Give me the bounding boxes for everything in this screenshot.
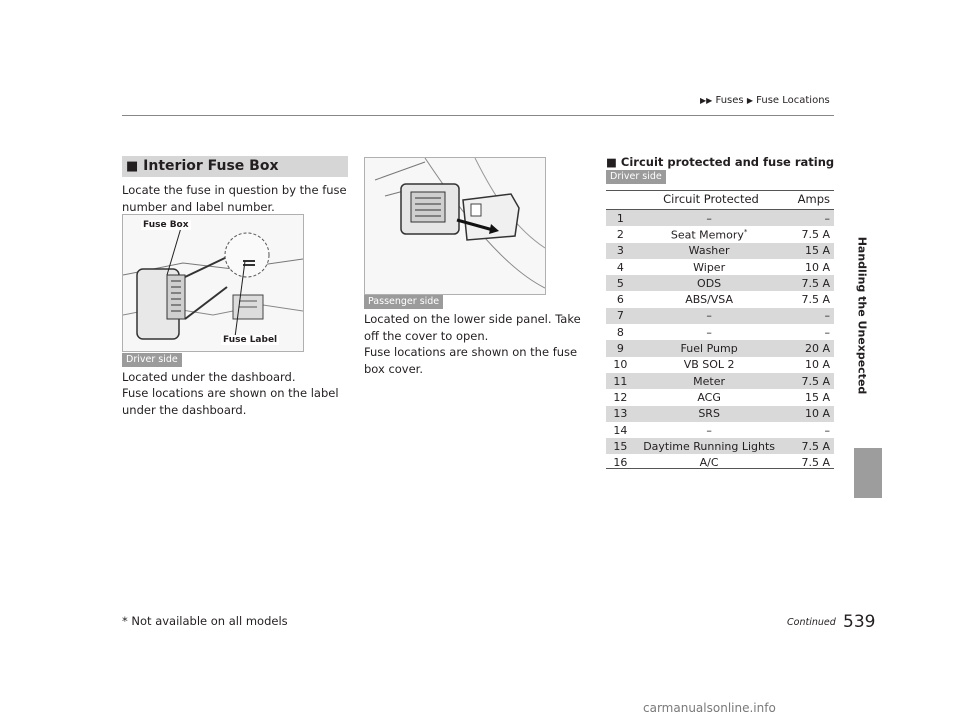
fuse-amps: [783, 259, 834, 275]
circuit-name-text: –: [706, 211, 712, 225]
section-heading-text: Interior Fuse Box: [143, 158, 279, 174]
fuse-number-text: 13: [613, 407, 628, 421]
circuit-name-text: Seat Memory: [670, 228, 744, 242]
table-row: [606, 291, 834, 307]
fuse-amps-text: 10 A: [804, 260, 830, 274]
fuse-number: [606, 226, 635, 242]
fuse-amps: [783, 406, 834, 422]
fuse-amps: [783, 324, 834, 340]
fuse-number-text: 7: [616, 309, 624, 323]
header-circuit-protected: Circuit Protected: [663, 192, 759, 206]
square-bullet-icon: ■: [606, 155, 617, 169]
fuse-amps-text: 10 A: [804, 407, 830, 421]
fuse-number: [606, 373, 635, 389]
circuit-name-text: Wiper: [693, 260, 726, 274]
side-tab-marker: [854, 448, 882, 498]
fuse-number-text: 16: [613, 456, 628, 470]
fuse-amps: [783, 226, 834, 242]
table-row: [606, 438, 834, 454]
fuse-number: [606, 324, 635, 340]
fuse-table-title-text: Circuit protected and fuse rating: [620, 155, 835, 169]
fuse-table-driver-side-tag: Driver side: [606, 170, 666, 184]
circuit-name: [635, 389, 784, 405]
table-row: [606, 389, 834, 405]
fuse-number-text: 3: [616, 244, 624, 258]
fuse-amps: [783, 291, 834, 307]
circuit-name: [635, 373, 784, 389]
side-panel-fuse-box-drawing: [365, 158, 545, 294]
fuse-number-text: 2: [616, 227, 624, 241]
fuse-amps: [783, 275, 834, 291]
circuit-name-text: ODS: [697, 276, 722, 290]
fuse-amps: [783, 210, 834, 226]
fuse-amps: [783, 357, 834, 373]
fuse-number-text: 4: [616, 260, 624, 274]
circuit-name: [635, 291, 784, 307]
fuse-number-text: 6: [616, 293, 624, 307]
circuit-name-text: SRS: [698, 407, 720, 421]
dashboard-fuse-box-drawing: [123, 215, 303, 351]
table-row: [606, 357, 834, 373]
header-amps: Amps: [797, 192, 830, 206]
section-intro: Locate the fuse in question by the fuse number and label number.: [122, 183, 347, 214]
fuse-number: [606, 438, 635, 454]
fuse-number-text: 15: [613, 439, 628, 453]
fuse-amps-text: 15 A: [804, 244, 830, 258]
driver-fuse-box-illustration: [122, 214, 304, 352]
side-tab: [852, 170, 872, 460]
table-row: [606, 259, 834, 275]
square-bullet-icon: ■: [126, 159, 139, 174]
fuse-number: [606, 389, 635, 405]
fuse-number-text: 10: [613, 358, 628, 372]
section-heading: [122, 156, 348, 177]
table-row: [606, 275, 834, 291]
circuit-name-text: Daytime Running Lights: [643, 439, 776, 453]
fuse-number: [606, 291, 635, 307]
fuse-number-text: 14: [613, 423, 628, 437]
table-row: [606, 308, 834, 324]
fuse-number-text: 5: [616, 276, 624, 290]
fuse-number: [606, 422, 635, 438]
circuit-name: [635, 357, 784, 373]
watermark: carmanualsonline.info: [643, 701, 776, 715]
fuse-amps-text: 15 A: [804, 390, 830, 404]
table-row: [606, 226, 834, 242]
circuit-name-text: Fuel Pump: [680, 342, 738, 356]
driver-side-tag: Driver side: [122, 353, 182, 367]
fuse-amps: [783, 373, 834, 389]
fuse-amps-text: 7.5 A: [801, 456, 830, 470]
passenger-side-tag: Passenger side: [364, 295, 443, 309]
circuit-name: [635, 438, 784, 454]
breadcrumb-item[interactable]: Fuse Locations: [756, 95, 830, 106]
fuse-amps: [783, 422, 834, 438]
table-bottom-rule: [606, 468, 834, 469]
fuse-number-text: 12: [613, 390, 628, 404]
fuse-amps: [783, 438, 834, 454]
table-row: [606, 340, 834, 356]
circuit-name-text: –: [706, 325, 712, 339]
fuse-number: [606, 243, 635, 259]
fuse-amps-text: –: [824, 309, 830, 323]
fuse-number: [606, 308, 635, 324]
passenger-fuse-box-illustration: [364, 157, 546, 295]
fuse-number: [606, 259, 635, 275]
fuse-table-header: [606, 191, 834, 210]
fuse-amps-text: 7.5 A: [801, 374, 830, 388]
circuit-name-text: VB SOL 2: [683, 358, 735, 372]
circuit-name-text: A/C: [699, 456, 719, 470]
fuse-amps: [783, 340, 834, 356]
continued-label: Continued: [787, 617, 836, 628]
fuse-number: [606, 340, 635, 356]
circuit-name-text: Meter: [693, 374, 726, 388]
page-number: 539: [843, 612, 876, 632]
circuit-name-text: ABS/VSA: [685, 293, 734, 307]
table-row: [606, 324, 834, 340]
fuse-table-title: [606, 155, 834, 169]
fuse-amps: [783, 308, 834, 324]
circuit-name: [635, 226, 784, 242]
fuse-label-callout: Fuse Label: [223, 335, 278, 345]
breadcrumb-item[interactable]: Fuses: [715, 95, 744, 106]
fuse-amps-text: 7.5 A: [801, 439, 830, 453]
fuse-amps: [783, 243, 834, 259]
footnote-marker: *: [743, 227, 748, 236]
fuse-amps: [783, 389, 834, 405]
table-row: [606, 243, 834, 259]
fuse-box-callout: Fuse Box: [143, 220, 189, 230]
circuit-name: [635, 422, 784, 438]
fuse-amps-text: –: [824, 211, 830, 225]
table-row: [606, 422, 834, 438]
circuit-name-text: –: [706, 309, 712, 323]
fuse-table: [606, 210, 834, 471]
circuit-name: [635, 210, 784, 226]
fuse-number: [606, 406, 635, 422]
table-row: [606, 406, 834, 422]
table-row: [606, 210, 834, 226]
fuse-amps-text: 10 A: [804, 358, 830, 372]
circuit-name: [635, 275, 784, 291]
passenger-location-caption: Located on the lower side panel. Take off the cover to open.: [364, 312, 581, 343]
circuit-name-text: –: [706, 423, 712, 437]
circuit-name: [635, 406, 784, 422]
fuse-number: [606, 210, 635, 226]
passenger-fuse-locations-caption: Fuse locations are shown on the fuse box cover.: [364, 345, 578, 376]
breadcrumb-arrow-icon: ▶: [746, 96, 753, 105]
circuit-name: [635, 243, 784, 259]
fuse-number-text: 1: [616, 211, 624, 225]
breadcrumb: [700, 95, 830, 106]
fuse-number: [606, 275, 635, 291]
fuse-amps-text: –: [824, 325, 830, 339]
driver-fuse-locations-caption: Fuse locations are shown on the label under the dashboard.: [122, 386, 339, 417]
fuse-number-text: 11: [613, 374, 628, 388]
fuse-amps-text: –: [824, 423, 830, 437]
driver-location-caption: Located under the dashboard.: [122, 370, 296, 384]
circuit-name-text: ACG: [697, 390, 721, 404]
circuit-name: [635, 324, 784, 340]
footnote: * Not available on all models: [122, 614, 288, 628]
circuit-name-text: Washer: [688, 244, 730, 258]
breadcrumb-arrow-icon: ▶▶: [700, 96, 713, 105]
side-tab-label: Handling the Unexpected: [855, 236, 869, 394]
fuse-number-text: 9: [616, 342, 624, 356]
fuse-amps-text: 7.5 A: [801, 293, 830, 307]
fuse-amps-text: 7.5 A: [801, 276, 830, 290]
circuit-name: [635, 308, 784, 324]
header-divider: [122, 115, 834, 116]
fuse-amps-text: 20 A: [804, 342, 830, 356]
fuse-number: [606, 357, 635, 373]
circuit-name: [635, 340, 784, 356]
circuit-name: [635, 259, 784, 275]
table-row: [606, 373, 834, 389]
fuse-number-text: 8: [616, 325, 624, 339]
fuse-amps-text: 7.5 A: [801, 227, 830, 241]
